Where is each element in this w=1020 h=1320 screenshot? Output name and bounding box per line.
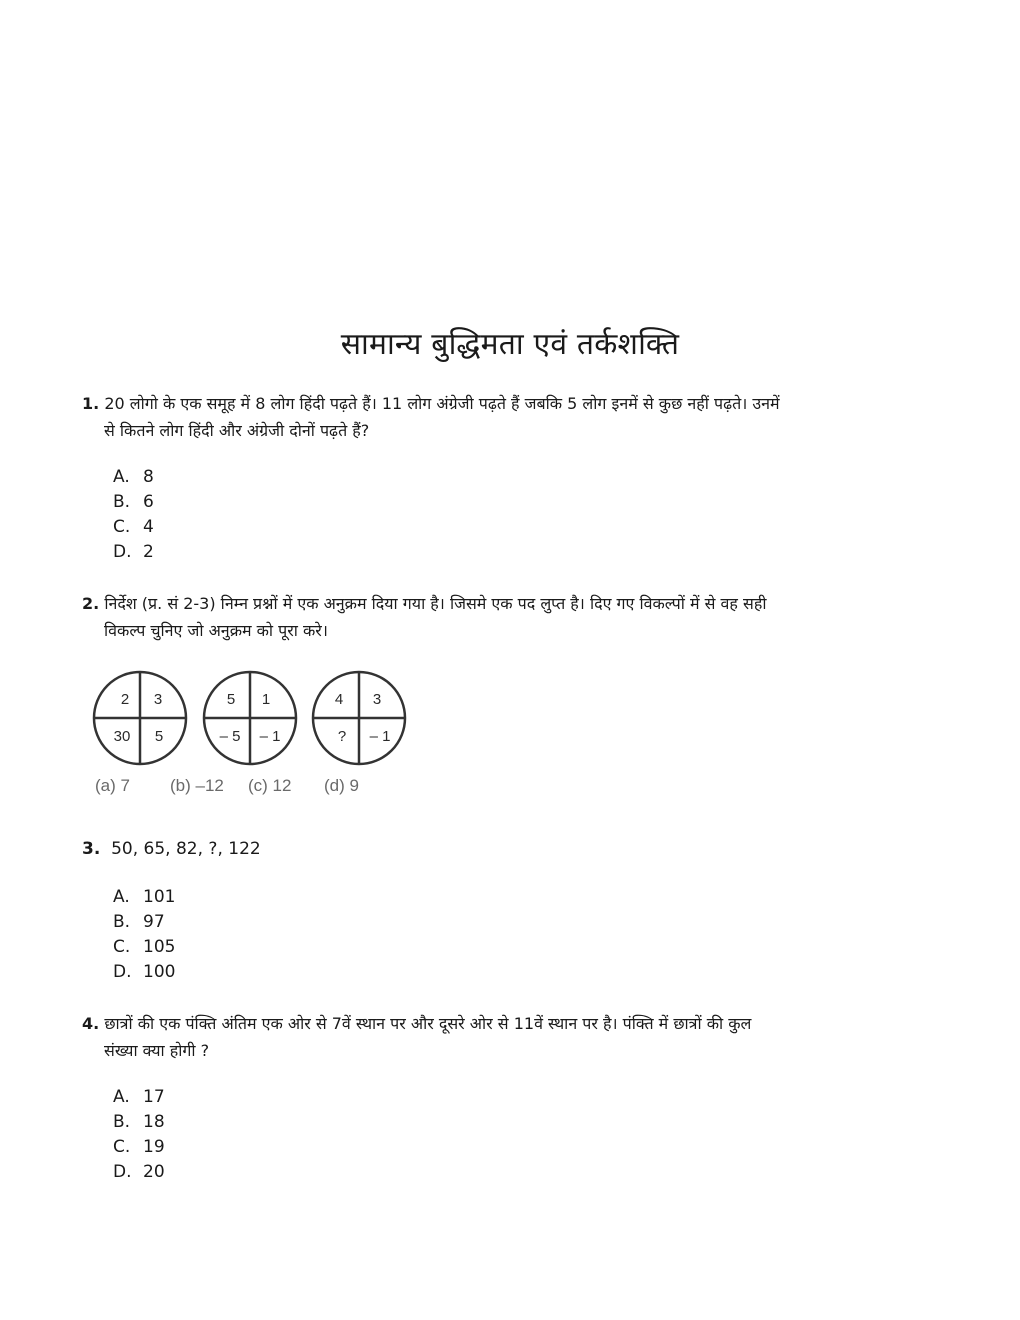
question-number: 3.	[82, 839, 101, 859]
question-text-line: 50, 65, 82, ?, 122	[111, 839, 261, 859]
option-label: A.	[113, 1087, 130, 1107]
question-1	[82, 390, 932, 444]
question-text-line: छात्रों की एक पंक्ति अंतिम एक ओर से 7वें स्थान पर और दूसरे ओर से 11वें स्थान पर है। पंक्ति में छात्रों की कुल	[104, 1014, 752, 1033]
option-label: C.	[113, 517, 131, 537]
circle-value: 5	[226, 691, 236, 708]
number-circle	[94, 672, 186, 764]
option-label: D.	[113, 542, 132, 562]
question-4-options	[113, 1085, 165, 1185]
option-value: 2	[143, 542, 154, 562]
option-item[interactable]	[113, 885, 175, 910]
circle-value: ?	[337, 728, 347, 745]
circle-figure-svg	[92, 668, 412, 772]
circle-value: 2	[120, 691, 130, 708]
question-text-line: से कितने लोग हिंदी और अंग्रेजी दोनों पढ़ते हैं?	[104, 421, 370, 440]
circle-value: – 5	[219, 728, 241, 745]
option-value: 20	[143, 1162, 165, 1182]
option-label: A.	[113, 887, 130, 907]
number-circle	[204, 672, 296, 764]
option-value: 100	[143, 962, 176, 982]
circle-value: – 1	[369, 728, 391, 745]
option-item[interactable]	[113, 935, 175, 960]
question-4	[82, 1010, 932, 1064]
option-label: C.	[113, 1137, 131, 1157]
option-value: 17	[143, 1087, 165, 1107]
question-text-line: 20 लोगो के एक समूह में 8 लोग हिंदी पढ़ते हैं। 11 लोग अंग्रेजी पढ़ते हैं जबकि 5 लोग इनमें से कुछ नहीं पढ़ते। उनमें	[104, 394, 780, 413]
circle-value: 3	[153, 691, 163, 708]
option-label: B.	[113, 492, 131, 512]
question-1-options	[113, 465, 154, 565]
option-label: D.	[113, 1162, 132, 1182]
option-item[interactable]	[113, 1085, 165, 1110]
circle-value: 1	[261, 691, 271, 708]
number-circle	[313, 672, 405, 764]
option-item[interactable]	[113, 515, 154, 540]
option-label: B.	[113, 1112, 131, 1132]
option-item[interactable]	[113, 1135, 165, 1160]
figure-option[interactable]: (d) 9	[324, 776, 359, 795]
option-value: 19	[143, 1137, 165, 1157]
option-value: 18	[143, 1112, 165, 1132]
question-text-line: विकल्प चुनिए जो अनुक्रम को पूरा करे।	[104, 621, 328, 640]
circle-value: 30	[113, 728, 131, 745]
option-label: A.	[113, 467, 130, 487]
option-value: 101	[143, 887, 176, 907]
question-3	[82, 836, 932, 863]
question-text-line: संख्या क्या होगी ?	[104, 1041, 210, 1060]
option-label: C.	[113, 937, 131, 957]
option-label: D.	[113, 962, 132, 982]
option-item[interactable]	[113, 910, 175, 935]
question-number: 4.	[82, 1014, 100, 1033]
circle-value: 3	[372, 691, 382, 708]
option-item[interactable]	[113, 540, 154, 565]
option-item[interactable]	[113, 465, 154, 490]
figure-option[interactable]: (a) 7	[95, 776, 130, 795]
option-value: 6	[143, 492, 154, 512]
question-number: 2.	[82, 594, 100, 613]
circle-figure	[92, 668, 412, 776]
circle-value: 5	[154, 728, 164, 745]
option-item[interactable]	[113, 960, 175, 985]
option-label: B.	[113, 912, 131, 932]
page-title: सामान्य बुद्धिमता एवं तर्कशक्ति	[340, 327, 680, 362]
option-value: 8	[143, 467, 154, 487]
circle-value: 4	[334, 691, 344, 708]
figure-option[interactable]: (b) –12	[170, 776, 224, 795]
question-2	[82, 590, 932, 644]
question-text-line: निर्देश (प्र. सं 2-3) निम्न प्रश्नों में एक अनुक्रम दिया गया है। जिसमे एक पद लुप्त है। दिए गए विकल्पों में से वह सही	[104, 594, 767, 613]
option-value: 4	[143, 517, 154, 537]
option-item[interactable]	[113, 1160, 165, 1185]
option-value: 105	[143, 937, 176, 957]
figure-option[interactable]: (c) 12	[248, 776, 292, 795]
question-3-options	[113, 885, 175, 985]
option-item[interactable]	[113, 1110, 165, 1135]
question-number: 1.	[82, 394, 100, 413]
circle-value: – 1	[259, 728, 281, 745]
option-item[interactable]	[113, 490, 154, 515]
option-value: 97	[143, 912, 165, 932]
